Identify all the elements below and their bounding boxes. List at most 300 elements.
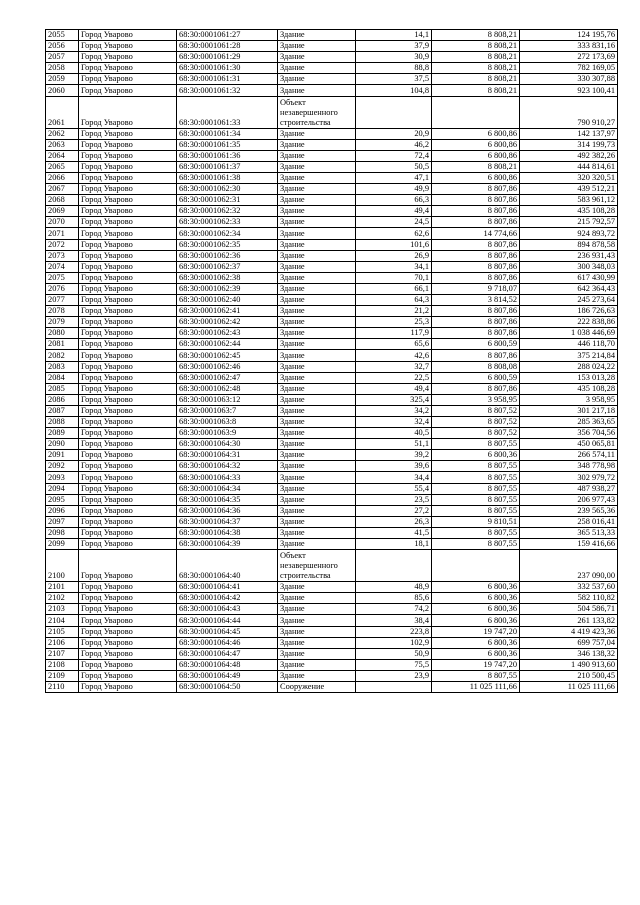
- cell-cadastral-value: 3 958,95: [520, 394, 618, 405]
- cell-cadastral-number: 68:30:0001064:47: [177, 648, 278, 659]
- cell-row-number: 2110: [46, 681, 79, 692]
- cell-object-type: Здание: [278, 405, 356, 416]
- cell-object-type: Здание: [278, 372, 356, 383]
- cell-unit-value: 8 807,86: [432, 272, 520, 283]
- cell-municipality: Город Уварово: [79, 681, 177, 692]
- cell-object-type: Здание: [278, 85, 356, 96]
- cell-municipality: Город Уварово: [79, 195, 177, 206]
- cell-row-number: 2084: [46, 372, 79, 383]
- cell-object-type: Здание: [278, 139, 356, 150]
- cell-unit-value: 8 807,86: [432, 383, 520, 394]
- cell-area: 27,2: [356, 505, 432, 516]
- cell-municipality: Город Уварово: [79, 30, 177, 41]
- cell-cadastral-number: 68:30:0001064:35: [177, 494, 278, 505]
- table-row: [46, 206, 618, 217]
- cell-area: 117,9: [356, 328, 432, 339]
- cell-cadastral-number: 68:30:0001062:38: [177, 272, 278, 283]
- cell-cadastral-number: 68:30:0001063:8: [177, 417, 278, 428]
- cell-cadastral-value: 699 757,04: [520, 637, 618, 648]
- cell-cadastral-value: 617 430,99: [520, 272, 618, 283]
- cell-unit-value: 8 807,55: [432, 527, 520, 538]
- cell-object-type: Здание: [278, 128, 356, 139]
- cell-municipality: Город Уварово: [79, 41, 177, 52]
- cell-object-type: Здание: [278, 328, 356, 339]
- cell-area: 32,7: [356, 361, 432, 372]
- cell-municipality: Город Уварово: [79, 472, 177, 483]
- cell-object-type: Здание: [278, 505, 356, 516]
- cell-cadastral-value: 236 931,43: [520, 250, 618, 261]
- cell-object-type: Здание: [278, 659, 356, 670]
- cell-row-number: 2078: [46, 306, 79, 317]
- cell-object-type: Здание: [278, 417, 356, 428]
- cell-row-number: 2109: [46, 670, 79, 681]
- cell-area: 104,8: [356, 85, 432, 96]
- table-row: [46, 405, 618, 416]
- cell-row-number: 2096: [46, 505, 79, 516]
- cell-area: 30,9: [356, 52, 432, 63]
- cell-unit-value: 8 807,55: [432, 539, 520, 550]
- cell-object-type: Здание: [278, 582, 356, 593]
- cell-unit-value: 9 810,51: [432, 516, 520, 527]
- cell-area: [356, 96, 432, 128]
- table-row: [46, 550, 618, 582]
- cell-unit-value: 8 807,86: [432, 250, 520, 261]
- cell-unit-value: 14 774,66: [432, 228, 520, 239]
- cell-row-number: 2055: [46, 30, 79, 41]
- cell-unit-value: 8 808,08: [432, 361, 520, 372]
- cell-cadastral-number: 68:30:0001063:9: [177, 428, 278, 439]
- cell-object-type: Здание: [278, 450, 356, 461]
- cell-area: 50,9: [356, 648, 432, 659]
- cell-unit-value: 8 807,52: [432, 405, 520, 416]
- cell-row-number: 2071: [46, 228, 79, 239]
- cell-unit-value: 8 807,86: [432, 350, 520, 361]
- cell-cadastral-value: 261 133,82: [520, 615, 618, 626]
- cell-unit-value: 8 808,21: [432, 63, 520, 74]
- cell-object-type: Здание: [278, 74, 356, 85]
- cell-unit-value: 8 807,55: [432, 670, 520, 681]
- table-row: [46, 184, 618, 195]
- cell-cadastral-number: 68:30:0001062:43: [177, 328, 278, 339]
- cell-area: 21,2: [356, 306, 432, 317]
- cell-cadastral-value: 314 199,73: [520, 139, 618, 150]
- cell-object-type: Здание: [278, 206, 356, 217]
- cell-area: [356, 681, 432, 692]
- cell-cadastral-number: 68:30:0001064:50: [177, 681, 278, 692]
- cell-cadastral-number: 68:30:0001062:44: [177, 339, 278, 350]
- cell-area: 75,5: [356, 659, 432, 670]
- cell-municipality: Город Уварово: [79, 539, 177, 550]
- cell-municipality: Город Уварово: [79, 428, 177, 439]
- cell-municipality: Город Уварово: [79, 172, 177, 183]
- cell-unit-value: 8 807,86: [432, 217, 520, 228]
- table-row: [46, 339, 618, 350]
- cell-cadastral-number: 68:30:0001064:42: [177, 593, 278, 604]
- cell-area: 24,5: [356, 217, 432, 228]
- cell-cadastral-value: 642 364,43: [520, 283, 618, 294]
- cell-row-number: 2064: [46, 150, 79, 161]
- table-row: [46, 361, 618, 372]
- cell-object-type: Здание: [278, 184, 356, 195]
- cell-cadastral-number: 68:30:0001062:35: [177, 239, 278, 250]
- cell-unit-value: 8 807,86: [432, 317, 520, 328]
- cell-area: 38,4: [356, 615, 432, 626]
- cell-row-number: 2076: [46, 283, 79, 294]
- cell-cadastral-number: 68:30:0001064:45: [177, 626, 278, 637]
- cell-unit-value: 6 800,86: [432, 150, 520, 161]
- cell-cadastral-number: 68:30:0001062:39: [177, 283, 278, 294]
- cell-cadastral-number: 68:30:0001061:33: [177, 96, 278, 128]
- table-row: [46, 516, 618, 527]
- table-row: [46, 272, 618, 283]
- cell-row-number: 2060: [46, 85, 79, 96]
- table-row: [46, 150, 618, 161]
- cell-row-number: 2097: [46, 516, 79, 527]
- cell-area: 20,9: [356, 128, 432, 139]
- cell-cadastral-value: 790 910,27: [520, 96, 618, 128]
- cell-object-type: Здание: [278, 516, 356, 527]
- cell-cadastral-number: 68:30:0001062:30: [177, 184, 278, 195]
- cell-municipality: Город Уварово: [79, 239, 177, 250]
- cell-row-number: 2085: [46, 383, 79, 394]
- cell-municipality: Город Уварово: [79, 272, 177, 283]
- cell-area: 85,6: [356, 593, 432, 604]
- cell-unit-value: 8 807,86: [432, 239, 520, 250]
- cell-cadastral-value: 924 893,72: [520, 228, 618, 239]
- cell-area: 18,1: [356, 539, 432, 550]
- cell-cadastral-number: 68:30:0001061:30: [177, 63, 278, 74]
- cell-cadastral-value: 450 065,81: [520, 439, 618, 450]
- cell-cadastral-number: 68:30:0001063:12: [177, 394, 278, 405]
- cell-municipality: Город Уварово: [79, 217, 177, 228]
- cell-object-type: Здание: [278, 615, 356, 626]
- cell-object-type: Объект незавершенного строительства: [278, 96, 356, 128]
- cell-object-type: Здание: [278, 283, 356, 294]
- table-row: [46, 161, 618, 172]
- cell-object-type: Здание: [278, 604, 356, 615]
- cell-area: 42,6: [356, 350, 432, 361]
- cell-unit-value: 19 747,20: [432, 659, 520, 670]
- cell-row-number: 2103: [46, 604, 79, 615]
- cell-municipality: Город Уварово: [79, 626, 177, 637]
- cell-municipality: Город Уварово: [79, 516, 177, 527]
- table-row: [46, 85, 618, 96]
- cell-object-type: Здание: [278, 626, 356, 637]
- table-row: [46, 217, 618, 228]
- cell-municipality: Город Уварово: [79, 648, 177, 659]
- cell-unit-value: 6 800,59: [432, 339, 520, 350]
- cell-municipality: Город Уварово: [79, 450, 177, 461]
- cell-cadastral-number: 68:30:0001061:35: [177, 139, 278, 150]
- cell-cadastral-value: 272 173,69: [520, 52, 618, 63]
- cell-cadastral-value: 186 726,63: [520, 306, 618, 317]
- cell-object-type: Здание: [278, 306, 356, 317]
- cell-cadastral-value: 4 419 423,36: [520, 626, 618, 637]
- cell-cadastral-value: 1 038 446,69: [520, 328, 618, 339]
- cell-cadastral-number: 68:30:0001062:37: [177, 261, 278, 272]
- cell-cadastral-value: 159 416,66: [520, 539, 618, 550]
- cell-municipality: Город Уварово: [79, 96, 177, 128]
- table-row: [46, 139, 618, 150]
- cell-municipality: Город Уварово: [79, 350, 177, 361]
- cell-unit-value: 8 808,21: [432, 41, 520, 52]
- cell-object-type: Здание: [278, 439, 356, 450]
- cell-area: 66,3: [356, 195, 432, 206]
- table-body: [46, 30, 618, 693]
- cell-row-number: 2075: [46, 272, 79, 283]
- cell-object-type: Сооружение: [278, 681, 356, 692]
- table-row: [46, 63, 618, 74]
- table-row: [46, 239, 618, 250]
- cell-municipality: Город Уварово: [79, 63, 177, 74]
- cell-cadastral-value: 356 704,56: [520, 428, 618, 439]
- cell-area: 25,3: [356, 317, 432, 328]
- cell-cadastral-number: 68:30:0001064:32: [177, 461, 278, 472]
- cell-municipality: Город Уварово: [79, 494, 177, 505]
- cell-cadastral-value: 583 961,12: [520, 195, 618, 206]
- cell-municipality: Город Уварово: [79, 593, 177, 604]
- cell-row-number: 2101: [46, 582, 79, 593]
- cell-area: 39,2: [356, 450, 432, 461]
- cell-cadastral-number: 68:30:0001064:37: [177, 516, 278, 527]
- cell-municipality: Город Уварово: [79, 294, 177, 305]
- cell-cadastral-value: 288 024,22: [520, 361, 618, 372]
- cell-municipality: Город Уварово: [79, 161, 177, 172]
- cell-municipality: Город Уварово: [79, 372, 177, 383]
- cell-unit-value: 3 958,95: [432, 394, 520, 405]
- cell-unit-value: 6 800,86: [432, 172, 520, 183]
- cell-municipality: Город Уварово: [79, 139, 177, 150]
- cell-cadastral-value: 300 348,03: [520, 261, 618, 272]
- cell-cadastral-value: 215 792,57: [520, 217, 618, 228]
- cell-cadastral-value: 11 025 111,66: [520, 681, 618, 692]
- cell-unit-value: [432, 550, 520, 582]
- cell-area: 23,5: [356, 494, 432, 505]
- cell-municipality: Город Уварово: [79, 250, 177, 261]
- cell-cadastral-value: 582 110,82: [520, 593, 618, 604]
- table-row: [46, 494, 618, 505]
- table-row: [46, 172, 618, 183]
- cell-area: 34,4: [356, 472, 432, 483]
- cell-row-number: 2100: [46, 550, 79, 582]
- cell-cadastral-number: 68:30:0001061:38: [177, 172, 278, 183]
- cell-municipality: Город Уварово: [79, 228, 177, 239]
- cell-cadastral-number: 68:30:0001062:47: [177, 372, 278, 383]
- cell-unit-value: 8 808,21: [432, 161, 520, 172]
- cell-object-type: Здание: [278, 593, 356, 604]
- cell-municipality: Город Уварово: [79, 604, 177, 615]
- cell-row-number: 2093: [46, 472, 79, 483]
- cell-unit-value: 6 800,36: [432, 615, 520, 626]
- cell-row-number: 2070: [46, 217, 79, 228]
- cell-area: 39,6: [356, 461, 432, 472]
- cell-object-type: Здание: [278, 228, 356, 239]
- cell-unit-value: 8 807,52: [432, 428, 520, 439]
- table-row: [46, 350, 618, 361]
- cell-row-number: 2106: [46, 637, 79, 648]
- cell-row-number: 2099: [46, 539, 79, 550]
- cell-unit-value: 8 807,55: [432, 483, 520, 494]
- cell-cadastral-value: 237 090,00: [520, 550, 618, 582]
- cell-object-type: Здание: [278, 472, 356, 483]
- cell-cadastral-number: 68:30:0001061:29: [177, 52, 278, 63]
- cell-cadastral-number: 68:30:0001062:40: [177, 294, 278, 305]
- cell-area: 66,1: [356, 283, 432, 294]
- cell-area: 55,4: [356, 483, 432, 494]
- cell-municipality: Город Уварово: [79, 85, 177, 96]
- cell-area: 50,5: [356, 161, 432, 172]
- cell-row-number: 2080: [46, 328, 79, 339]
- cell-object-type: Объект незавершенного строительства: [278, 550, 356, 582]
- cell-object-type: Здание: [278, 637, 356, 648]
- table-row: [46, 417, 618, 428]
- cell-municipality: Город Уварово: [79, 150, 177, 161]
- table-row: [46, 615, 618, 626]
- cell-row-number: 2066: [46, 172, 79, 183]
- cell-area: 34,1: [356, 261, 432, 272]
- cell-unit-value: 6 800,36: [432, 582, 520, 593]
- cell-cadastral-number: 68:30:0001061:32: [177, 85, 278, 96]
- cell-municipality: Город Уварово: [79, 317, 177, 328]
- cell-area: 88,8: [356, 63, 432, 74]
- cell-area: 41,5: [356, 527, 432, 538]
- cell-cadastral-number: 68:30:0001064:43: [177, 604, 278, 615]
- cell-cadastral-number: 68:30:0001064:31: [177, 450, 278, 461]
- table-row: [46, 527, 618, 538]
- cell-object-type: Здание: [278, 261, 356, 272]
- cell-row-number: 2081: [46, 339, 79, 350]
- cell-row-number: 2089: [46, 428, 79, 439]
- cell-row-number: 2058: [46, 63, 79, 74]
- cell-unit-value: 8 807,86: [432, 206, 520, 217]
- cell-row-number: 2095: [46, 494, 79, 505]
- cell-cadastral-number: 68:30:0001064:48: [177, 659, 278, 670]
- cell-unit-value: 8 807,86: [432, 328, 520, 339]
- cell-row-number: 2082: [46, 350, 79, 361]
- cell-object-type: Здание: [278, 461, 356, 472]
- cell-row-number: 2057: [46, 52, 79, 63]
- cell-cadastral-value: 285 363,65: [520, 417, 618, 428]
- cell-cadastral-value: 504 586,71: [520, 604, 618, 615]
- cell-area: 46,2: [356, 139, 432, 150]
- cell-object-type: Здание: [278, 294, 356, 305]
- cell-unit-value: [432, 96, 520, 128]
- cell-cadastral-value: 332 537,60: [520, 582, 618, 593]
- cell-cadastral-number: 68:30:0001062:46: [177, 361, 278, 372]
- table-row: [46, 648, 618, 659]
- table-row: [46, 637, 618, 648]
- cell-row-number: 2061: [46, 96, 79, 128]
- cell-area: 70,1: [356, 272, 432, 283]
- table-row: [46, 428, 618, 439]
- cell-cadastral-value: 782 169,05: [520, 63, 618, 74]
- cell-municipality: Город Уварово: [79, 74, 177, 85]
- cell-area: 14,1: [356, 30, 432, 41]
- cell-row-number: 2087: [46, 405, 79, 416]
- cell-cadastral-number: 68:30:0001062:36: [177, 250, 278, 261]
- cell-municipality: Город Уварово: [79, 383, 177, 394]
- cell-row-number: 2073: [46, 250, 79, 261]
- table-row: [46, 52, 618, 63]
- cell-row-number: 2063: [46, 139, 79, 150]
- cell-object-type: Здание: [278, 394, 356, 405]
- cell-area: 65,6: [356, 339, 432, 350]
- table-row: [46, 96, 618, 128]
- cell-unit-value: 6 800,86: [432, 128, 520, 139]
- cell-cadastral-value: 258 016,41: [520, 516, 618, 527]
- cell-municipality: Город Уварово: [79, 184, 177, 195]
- table-row: [46, 450, 618, 461]
- cell-object-type: Здание: [278, 539, 356, 550]
- cell-cadastral-number: 68:30:0001062:48: [177, 383, 278, 394]
- cell-municipality: Город Уварово: [79, 439, 177, 450]
- cell-unit-value: 6 800,59: [432, 372, 520, 383]
- cell-municipality: Город Уварово: [79, 206, 177, 217]
- cell-object-type: Здание: [278, 317, 356, 328]
- cell-municipality: Город Уварово: [79, 637, 177, 648]
- cell-object-type: Здание: [278, 383, 356, 394]
- cell-cadastral-number: 68:30:0001064:46: [177, 637, 278, 648]
- cell-cadastral-number: 68:30:0001062:33: [177, 217, 278, 228]
- cell-cadastral-value: 301 217,18: [520, 405, 618, 416]
- table-row: [46, 626, 618, 637]
- cell-row-number: 2079: [46, 317, 79, 328]
- table-row: [46, 461, 618, 472]
- table-row: [46, 317, 618, 328]
- cell-row-number: 2086: [46, 394, 79, 405]
- cell-municipality: Город Уварово: [79, 659, 177, 670]
- table-row: [46, 41, 618, 52]
- table-row: [46, 30, 618, 41]
- cell-cadastral-number: 68:30:0001062:32: [177, 206, 278, 217]
- cell-cadastral-value: 923 100,41: [520, 85, 618, 96]
- cell-cadastral-value: 210 500,45: [520, 670, 618, 681]
- cell-cadastral-number: 68:30:0001064:30: [177, 439, 278, 450]
- cell-unit-value: 6 800,36: [432, 450, 520, 461]
- table-row: [46, 593, 618, 604]
- cell-object-type: Здание: [278, 52, 356, 63]
- cell-municipality: Город Уварово: [79, 417, 177, 428]
- cell-cadastral-number: 68:30:0001061:37: [177, 161, 278, 172]
- cell-cadastral-value: 245 273,64: [520, 294, 618, 305]
- table-row: [46, 383, 618, 394]
- cell-cadastral-number: 68:30:0001061:27: [177, 30, 278, 41]
- cell-municipality: Город Уварово: [79, 615, 177, 626]
- table-row: [46, 670, 618, 681]
- cell-cadastral-number: 68:30:0001061:36: [177, 150, 278, 161]
- cell-unit-value: 11 025 111,66: [432, 681, 520, 692]
- cell-area: 47,1: [356, 172, 432, 183]
- cell-unit-value: 8 807,55: [432, 494, 520, 505]
- cell-municipality: Город Уварово: [79, 670, 177, 681]
- cell-unit-value: 9 718,07: [432, 283, 520, 294]
- cell-area: 64,3: [356, 294, 432, 305]
- cell-cadastral-number: 68:30:0001062:41: [177, 306, 278, 317]
- cell-row-number: 2092: [46, 461, 79, 472]
- cell-object-type: Здание: [278, 150, 356, 161]
- cell-unit-value: 8 808,21: [432, 74, 520, 85]
- cell-cadastral-value: 266 574,11: [520, 450, 618, 461]
- cell-row-number: 2083: [46, 361, 79, 372]
- cell-unit-value: 6 800,36: [432, 637, 520, 648]
- cell-row-number: 2102: [46, 593, 79, 604]
- cell-object-type: Здание: [278, 250, 356, 261]
- cell-municipality: Город Уварово: [79, 505, 177, 516]
- cell-row-number: 2088: [46, 417, 79, 428]
- table-row: [46, 439, 618, 450]
- cell-unit-value: 8 807,52: [432, 417, 520, 428]
- cell-cadastral-value: 446 118,70: [520, 339, 618, 350]
